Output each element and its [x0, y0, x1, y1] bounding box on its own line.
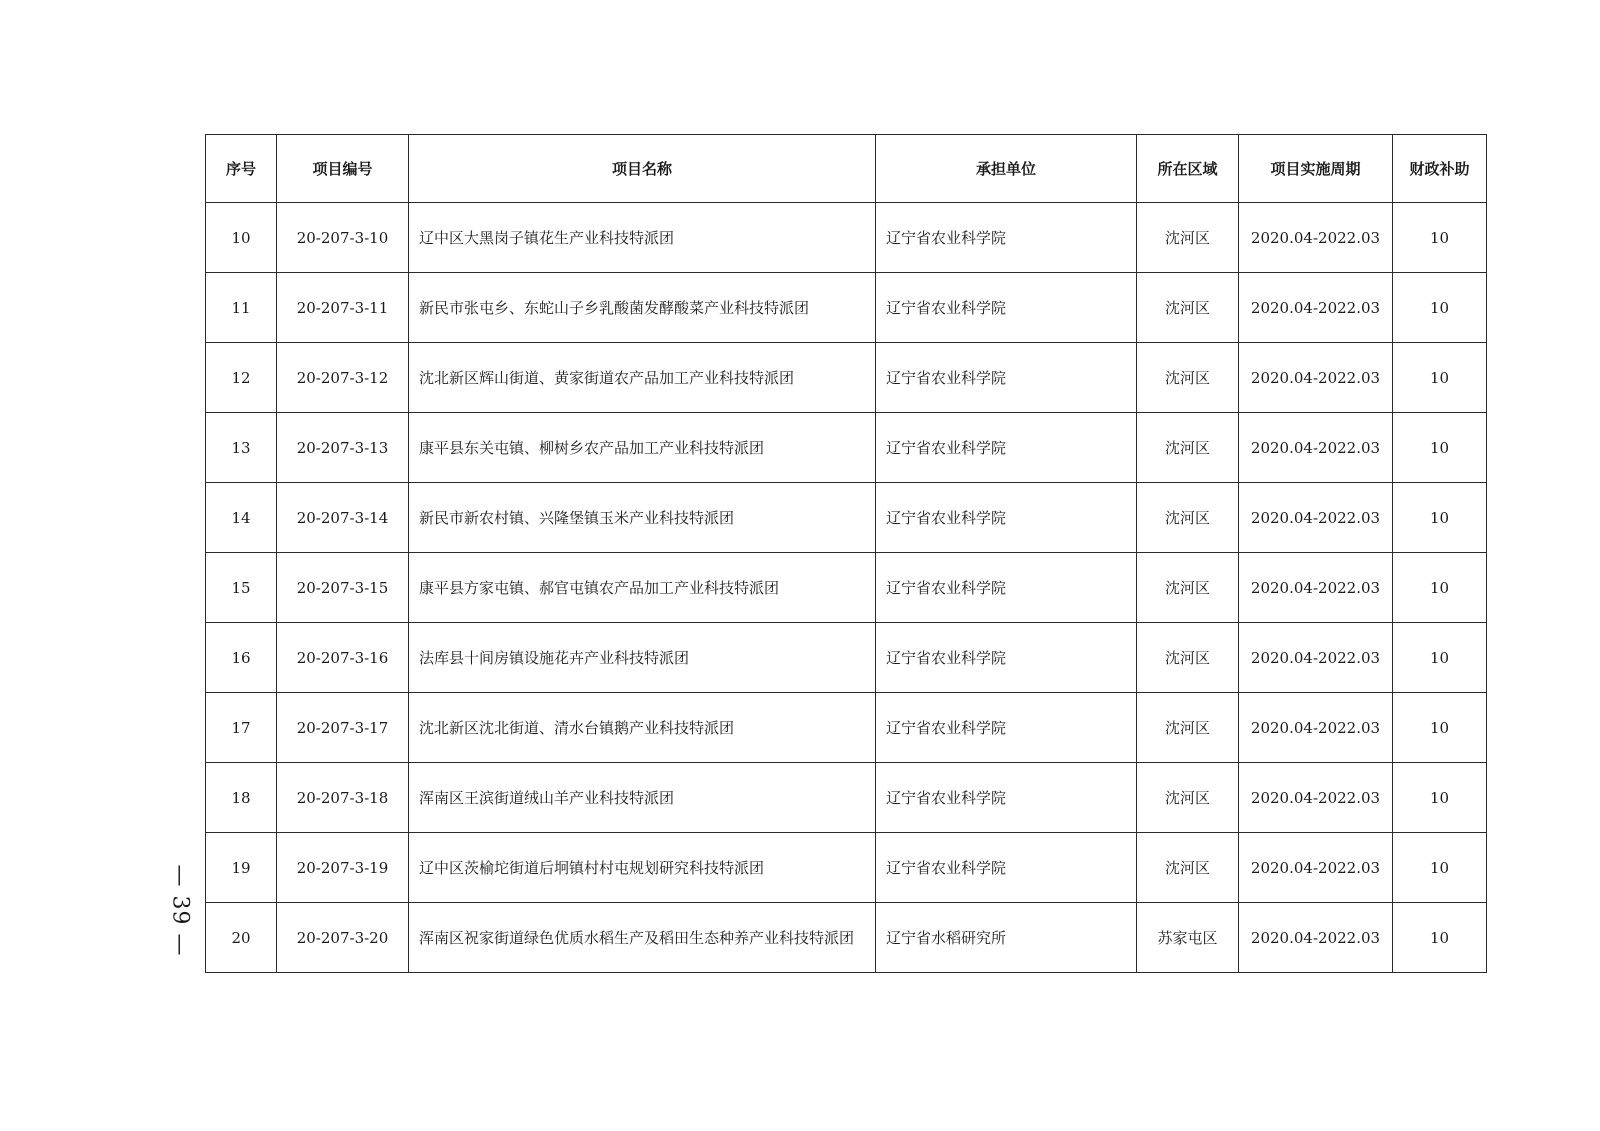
- cell-undertaking-unit: 辽宁省农业科学院: [876, 763, 1137, 833]
- header-index: 序号: [206, 135, 277, 203]
- cell-period: 2020.04-2022.03: [1239, 203, 1393, 273]
- cell-subsidy: 10: [1393, 833, 1487, 903]
- cell-subsidy: 10: [1393, 903, 1487, 973]
- cell-project-code: 20-207-3-19: [277, 833, 409, 903]
- cell-subsidy: 10: [1393, 693, 1487, 763]
- cell-project-code: 20-207-3-16: [277, 623, 409, 693]
- cell-undertaking-unit: 辽宁省农业科学院: [876, 483, 1137, 553]
- cell-region: 沈河区: [1137, 203, 1239, 273]
- table-row: [206, 343, 1487, 413]
- cell-region: 沈河区: [1137, 273, 1239, 343]
- cell-period: 2020.04-2022.03: [1239, 273, 1393, 343]
- table-row: [206, 273, 1487, 343]
- cell-project-code: 20-207-3-11: [277, 273, 409, 343]
- table-row: [206, 623, 1487, 693]
- cell-subsidy: 10: [1393, 623, 1487, 693]
- table-row: [206, 553, 1487, 623]
- cell-index: 17: [206, 693, 277, 763]
- cell-subsidy: 10: [1393, 413, 1487, 483]
- cell-index: 13: [206, 413, 277, 483]
- cell-project-name: 法库县十间房镇设施花卉产业科技特派团: [409, 623, 876, 693]
- cell-project-name: 辽中区大黑岗子镇花生产业科技特派团: [409, 203, 876, 273]
- cell-project-name: 康平县东关屯镇、柳树乡农产品加工产业科技特派团: [409, 413, 876, 483]
- cell-subsidy: 10: [1393, 273, 1487, 343]
- cell-project-code: 20-207-3-20: [277, 903, 409, 973]
- table-row: [206, 203, 1487, 273]
- cell-index: 11: [206, 273, 277, 343]
- cell-project-code: 20-207-3-14: [277, 483, 409, 553]
- cell-period: 2020.04-2022.03: [1239, 483, 1393, 553]
- cell-project-code: 20-207-3-15: [277, 553, 409, 623]
- cell-region: 沈河区: [1137, 763, 1239, 833]
- page-number: [167, 855, 193, 965]
- cell-project-code: 20-207-3-10: [277, 203, 409, 273]
- cell-undertaking-unit: 辽宁省农业科学院: [876, 343, 1137, 413]
- cell-period: 2020.04-2022.03: [1239, 553, 1393, 623]
- cell-undertaking-unit: 辽宁省水稻研究所: [876, 903, 1137, 973]
- cell-project-name: 辽中区茨榆坨街道后坰镇村村屯规划研究科技特派团: [409, 833, 876, 903]
- cell-index: 14: [206, 483, 277, 553]
- page-number-text: — 39 —: [167, 864, 193, 956]
- cell-period: 2020.04-2022.03: [1239, 623, 1393, 693]
- cell-region: 沈河区: [1137, 623, 1239, 693]
- table-row: [206, 903, 1487, 973]
- cell-project-name: 浑南区王滨街道绒山羊产业科技特派团: [409, 763, 876, 833]
- cell-index: 19: [206, 833, 277, 903]
- cell-project-name: 浑南区祝家街道绿色优质水稻生产及稻田生态种养产业科技特派团: [409, 903, 876, 973]
- cell-period: 2020.04-2022.03: [1239, 763, 1393, 833]
- cell-project-code: 20-207-3-18: [277, 763, 409, 833]
- table-row: [206, 413, 1487, 483]
- cell-project-name: 新民市新农村镇、兴隆堡镇玉米产业科技特派团: [409, 483, 876, 553]
- cell-period: 2020.04-2022.03: [1239, 833, 1393, 903]
- cell-undertaking-unit: 辽宁省农业科学院: [876, 273, 1137, 343]
- cell-project-code: 20-207-3-13: [277, 413, 409, 483]
- cell-undertaking-unit: 辽宁省农业科学院: [876, 203, 1137, 273]
- cell-undertaking-unit: 辽宁省农业科学院: [876, 553, 1137, 623]
- table-header-row: [206, 135, 1487, 203]
- table-row: [206, 833, 1487, 903]
- cell-undertaking-unit: 辽宁省农业科学院: [876, 833, 1137, 903]
- cell-subsidy: 10: [1393, 553, 1487, 623]
- cell-subsidy: 10: [1393, 203, 1487, 273]
- cell-region: 沈河区: [1137, 413, 1239, 483]
- header-subsidy: 财政补助: [1393, 135, 1487, 203]
- header-undertaking-unit: 承担单位: [876, 135, 1137, 203]
- cell-index: 12: [206, 343, 277, 413]
- cell-project-name: 沈北新区沈北街道、清水台镇鹅产业科技特派团: [409, 693, 876, 763]
- project-table: [205, 134, 1487, 973]
- cell-subsidy: 10: [1393, 483, 1487, 553]
- cell-region: 沈河区: [1137, 553, 1239, 623]
- cell-project-name: 康平县方家屯镇、郝官屯镇农产品加工产业科技特派团: [409, 553, 876, 623]
- cell-region: 沈河区: [1137, 693, 1239, 763]
- cell-index: 15: [206, 553, 277, 623]
- header-region: 所在区域: [1137, 135, 1239, 203]
- cell-index: 18: [206, 763, 277, 833]
- cell-region: 沈河区: [1137, 343, 1239, 413]
- header-project-name: 项目名称: [409, 135, 876, 203]
- cell-period: 2020.04-2022.03: [1239, 413, 1393, 483]
- cell-subsidy: 10: [1393, 763, 1487, 833]
- cell-index: 20: [206, 903, 277, 973]
- cell-region: 沈河区: [1137, 483, 1239, 553]
- cell-project-code: 20-207-3-12: [277, 343, 409, 413]
- cell-project-code: 20-207-3-17: [277, 693, 409, 763]
- cell-period: 2020.04-2022.03: [1239, 693, 1393, 763]
- cell-project-name: 沈北新区辉山街道、黄家街道农产品加工产业科技特派团: [409, 343, 876, 413]
- cell-index: 10: [206, 203, 277, 273]
- header-period: 项目实施周期: [1239, 135, 1393, 203]
- table-row: [206, 763, 1487, 833]
- cell-region: 沈河区: [1137, 833, 1239, 903]
- cell-undertaking-unit: 辽宁省农业科学院: [876, 413, 1137, 483]
- cell-undertaking-unit: 辽宁省农业科学院: [876, 623, 1137, 693]
- table-row: [206, 693, 1487, 763]
- cell-project-name: 新民市张屯乡、东蛇山子乡乳酸菌发酵酸菜产业科技特派团: [409, 273, 876, 343]
- cell-undertaking-unit: 辽宁省农业科学院: [876, 693, 1137, 763]
- cell-period: 2020.04-2022.03: [1239, 903, 1393, 973]
- cell-index: 16: [206, 623, 277, 693]
- cell-subsidy: 10: [1393, 343, 1487, 413]
- cell-period: 2020.04-2022.03: [1239, 343, 1393, 413]
- table-row: [206, 483, 1487, 553]
- header-project-code: 项目编号: [277, 135, 409, 203]
- cell-region: 苏家屯区: [1137, 903, 1239, 973]
